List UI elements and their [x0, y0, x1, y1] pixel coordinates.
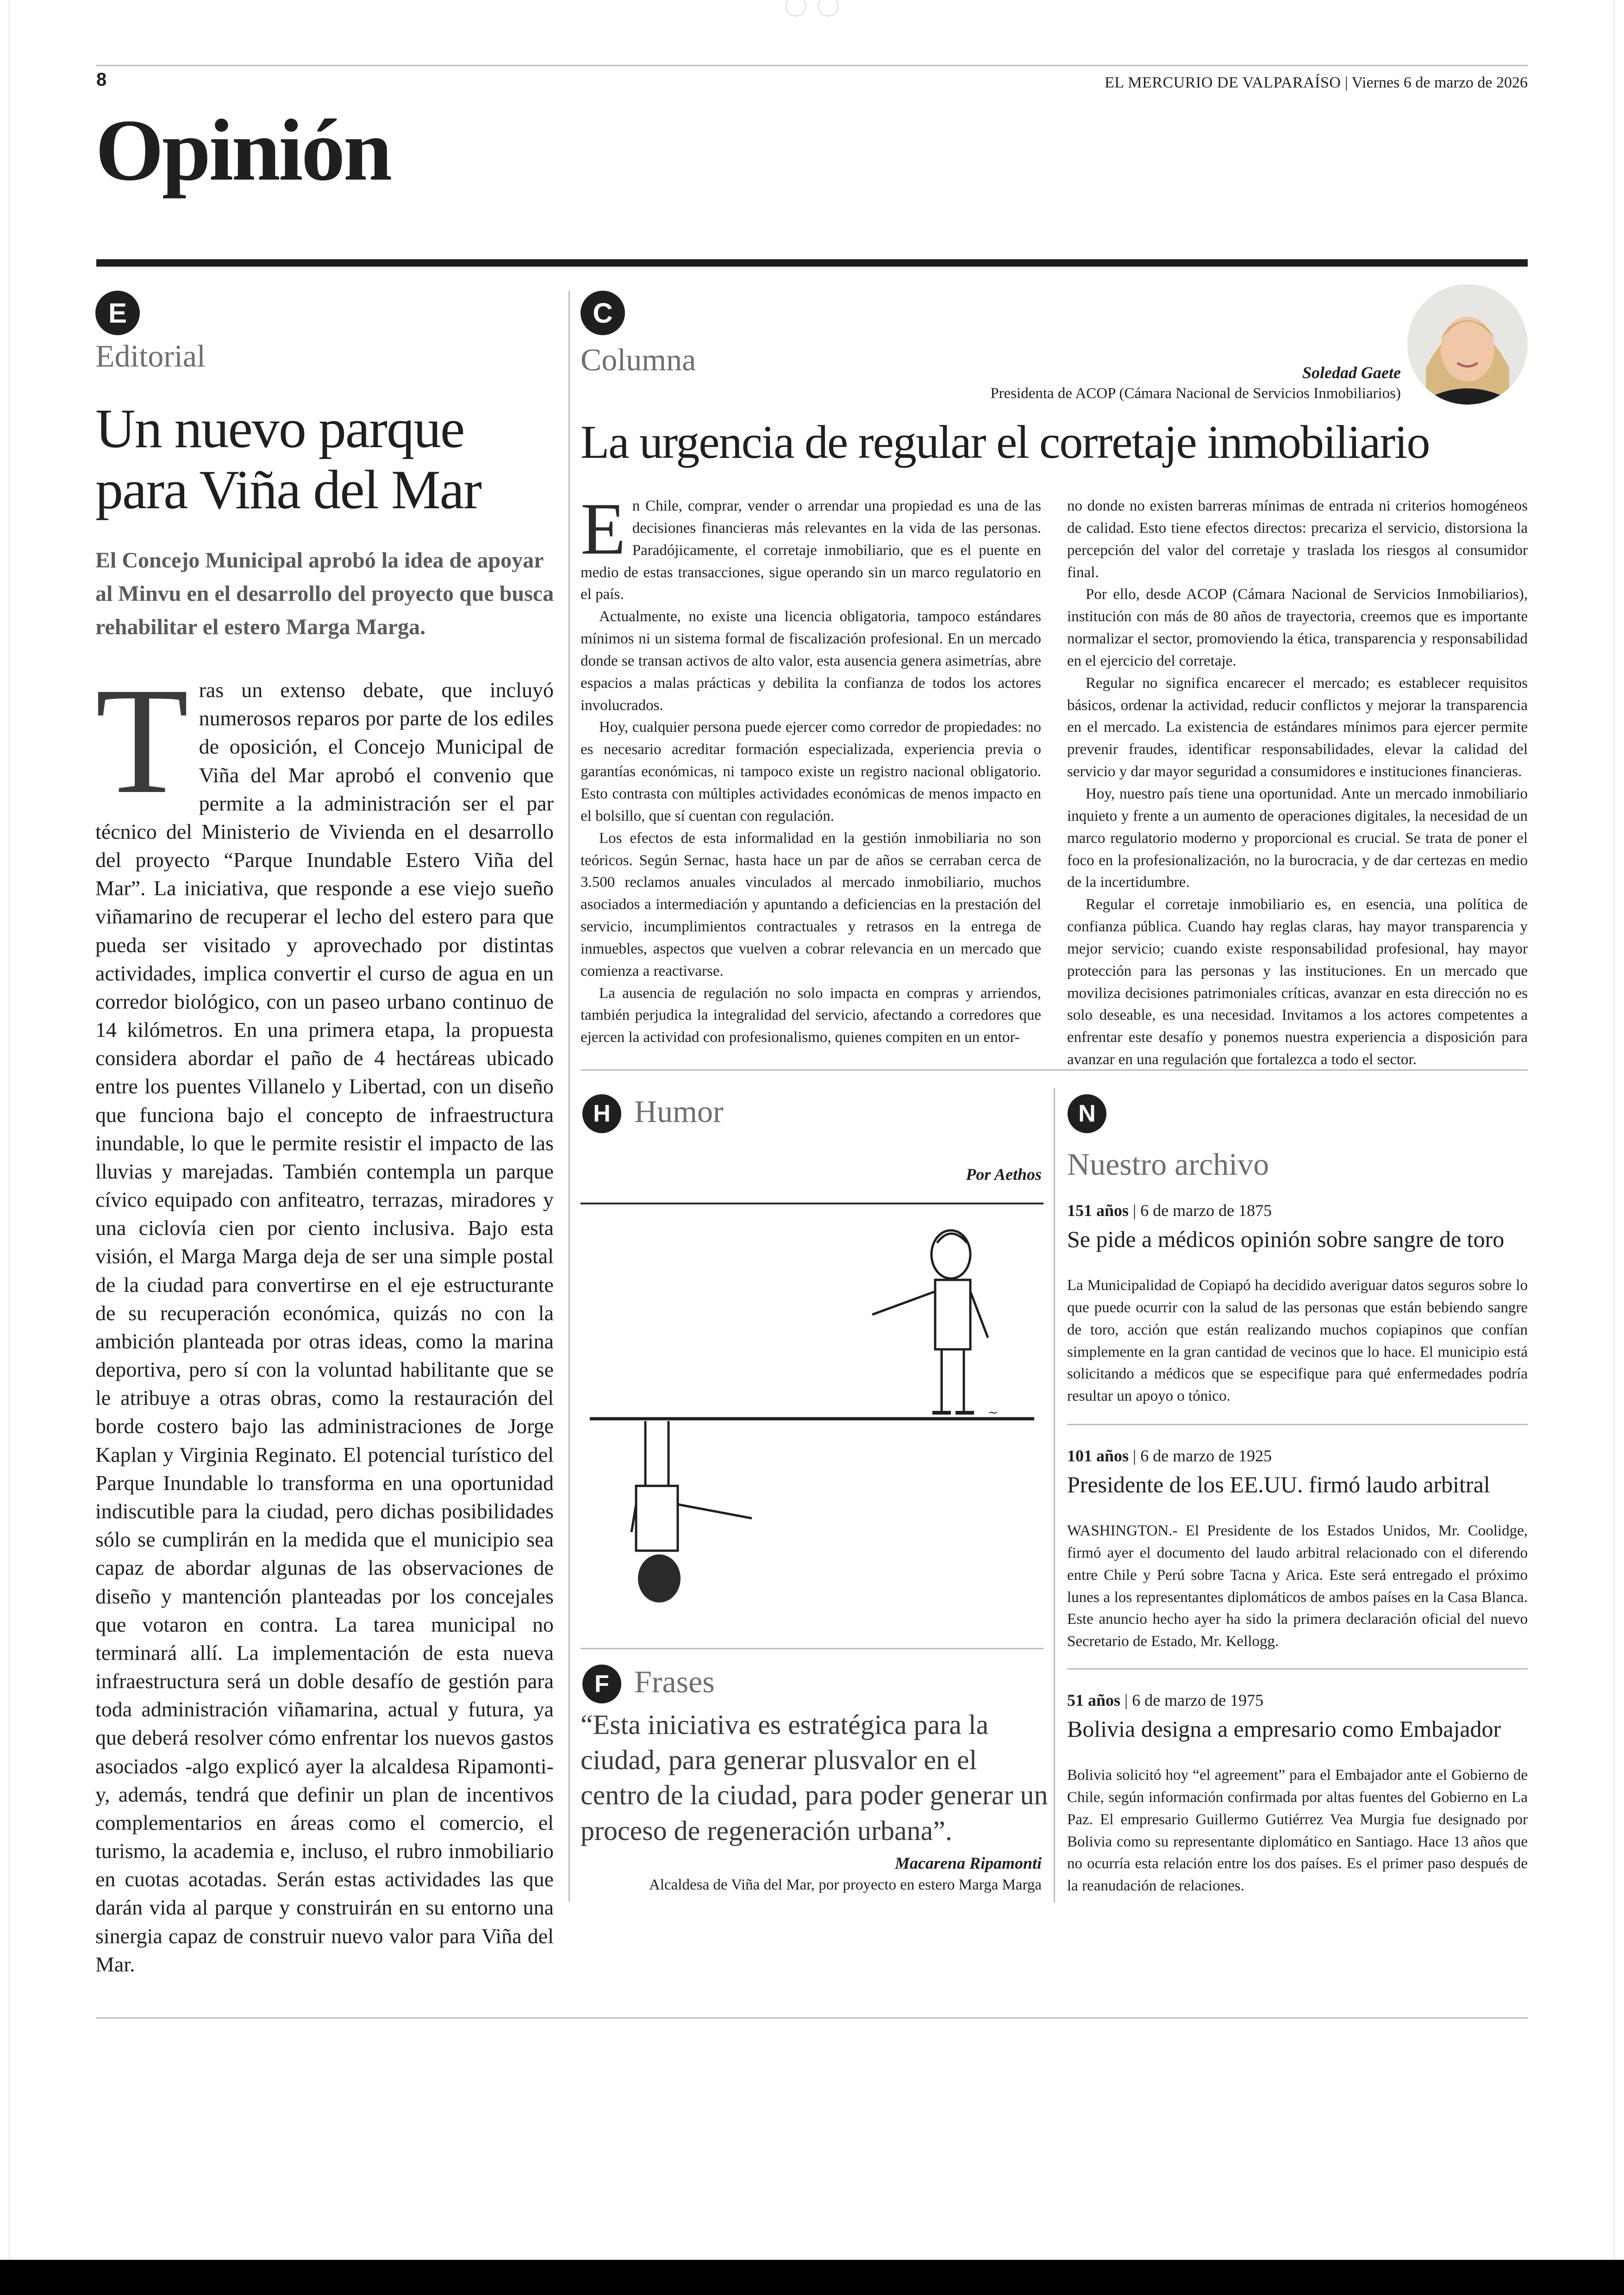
divider-column-bottom	[581, 1069, 1528, 1071]
column-dropcap: E	[581, 487, 626, 570]
archive-item-years: 51 años	[1067, 1691, 1121, 1709]
editorial-kicker: Editorial	[95, 338, 206, 374]
column-left-paragraph: Los efectos de esta informalidad en la gestión inmobiliaria no son teóricos. Según Sernac, hasta hace un par de años se cerraban cerca de 3.500 reclamos anuales vinculados al mercado inmobiliario, muchos asociados a intermediación y apuntando a deficiencias en la prestación del servicio, incumplimientos contractuales y retrasos en la entrega de inmuebles, aspectos que vuelven a cobrar relevancia en un mercado que comienza a reactivarse.	[581, 829, 1041, 979]
issue-date: Viernes 6 de marzo de 2026	[1351, 74, 1528, 91]
archive-badge: N	[1068, 1094, 1106, 1133]
divider-humor-archive	[1054, 1088, 1055, 1902]
newspaper-name: EL MERCURIO DE VALPARAÍSO	[1105, 74, 1341, 91]
editorial-lead: El Concejo Municipal aprobó la idea de apoyar al Minvu en el desarrollo del proyecto que busca rehabilitar el estero Marga Marga.	[95, 548, 554, 639]
cartoon	[581, 1199, 1043, 1648]
editorial-dropcap: T	[95, 656, 189, 825]
editorial-text: ras un extenso debate, que incluyó numerosos reparos por parte de los ediles de oposición, el Concejo Municipal de Viña del Mar aprobó el convenio que permite a la administración ser el par técnico del Ministerio de Vivienda en el desarrollo del proyecto “Parque Inundable Estero Viña del Mar”. La iniciativa, que responde a ese viejo sueño viñamarino de recuperar el lecho del estero para que pueda ser visitado y aprovechado por distintas actividades, implica convertir el curso de agua en un corredor biológico, con un paseo urbano continuo de 14 kilómetros. En una primera etapa, la propuesta considera abordar el paño de 4 hectáreas ubicado entre los puentes Villanelo y Libertad, con un diseño que funciona bajo el concepto de infraestructura inundable, lo que le permite resistir el impacto de las lluvias y marejadas. También contempla un parque cívico equipado con anfiteatro, terrazas, miradores y una ciclovía cien por ciento inclusiva. Bajo esta visión, el Marga Marga deja de ser una simple postal de la ciudad para convertirse en el eje estructurante de su recuperación económica, quizás no con la ambición planteada por otras ideas, como la marina deportiva, pero sí con la voluntad habilitante que se le atribuye a otras obras, como la restauración del borde costero bajo las administraciones de Jorge Kaplan y Virginia Reginato. El potencial turístico del Parque Inundable lo transforma en una oportunidad indiscutible para la ciudad, pero dichas posibilidades sólo se cumplirán en la medida que el municipio sea capaz de abordar algunas de las observaciones de diseño y mantención planteadas por los concejales que votaron en contra. La tarea municipal no terminará allí. La implementación de esta nueva infraestructura será un doble desafío de gestión para toda administración viñamarina, actual y futura, ya que deberá resolver cómo enfrentar los nuevos gastos asociados -algo explicó ayer la alcaldesa Ripamonti- y, además, tendrá que definir un plan de incentivos complementarios en áreas como el comercio, el turismo, la academia e, incluso, el rubro inmobiliario en cuotas acotadas. Serán estas actividades las que darán vida al parque y construirán en su entorno una sinergia capaz de construir nuevo valor para Viña del Mar.	[95, 678, 554, 1976]
archive-item-years: 101 años	[1067, 1447, 1129, 1465]
column-left-paragraph: La ausencia de regulación no solo impacta en compras y arriendos, también perjudica la integralidad del servicio, afectando a corredores que ejercen la actividad con profesionalismo, quienes compiten en un entor-	[581, 985, 1041, 1046]
column-kicker: Columna	[581, 342, 696, 377]
archive-item-title: Bolivia designa a empresario como Embajador	[1067, 1716, 1501, 1742]
page-right-edge	[1613, 0, 1615, 2259]
column-text-left	[581, 487, 1041, 1049]
archive-item-title: Se pide a médicos opinión sobre sangre de toro	[1067, 1226, 1505, 1252]
column-right-paragraph: Hoy, nuestro país tiene una oportunidad. Ante un mercado inmobiliario inquieto y frente a un aumento de operaciones digitales, la necesidad de un marco regulatorio moderno y proporcional es crucial. Se trata de poner el foco en la profesionalización, no la burocracia, y de dar certezas en medio de la incertidumbre.	[1067, 785, 1528, 891]
archive-item-years: 151 años	[1067, 1201, 1129, 1220]
divider-editorial-column	[568, 291, 570, 1902]
archive-item-body: WASHINGTON.- El Presidente de los Estados Unidos, Mr. Coolidge, firmó ayer el documento del laudo arbitral relacionado con el diferendo entre Chile y Perú sobre Tacna y Arica. Este será entregado el próximo lunes a los representantes diplomáticos de ambos países en la Casa Blanca. Este anuncio hecho ayer ha sido la primera declaración oficial del nuevo Secretario de Estado, Mr. Kellogg.	[1067, 1522, 1528, 1650]
archive-item-title: Presidente de los EE.UU. firmó laudo arbitral	[1067, 1472, 1490, 1497]
column-left-paragraph: En Chile, comprar, vender o arrendar una propiedad es una de las decisiones financieras más relevantes en la vida de las personas. Paradójicamente, el corretaje inmobiliario, que es el puente en medio de estas transacciones, sigue operando sin un marco regulatorio en el país.	[581, 487, 1041, 603]
editorial-headline: Un nuevo parque para Viña del Mar	[95, 398, 481, 520]
humor-byline: Por Aethos	[966, 1165, 1042, 1184]
archive-item-body: La Municipalidad de Copiapó ha decidido averiguar datos seguros sobre lo que puede ocurrir con la salud de las personas que están bebiendo sangre de toro, acción que están realizando muchos copiapinos que confían simplemente en la gran cantidad de vecinos que lo hace. El municipio está solicitando a médicos que se especifique para qué enfermedades podría resultar un apoyo o tónico.	[1067, 1277, 1528, 1405]
column-right-paragraph: Por ello, desde ACOP (Cámara Nacional de Servicios Inmobiliarios), institución con más de 80 años de trayectoria, creemos que es importante normalizar el sector, promoviendo la ética, transparencia y responsabilidad en el ejercicio del corretaje.	[1067, 586, 1528, 669]
archive-item-date-line: 101 años | 6 de marzo de 1925	[1067, 1447, 1272, 1465]
page-number: 8	[96, 69, 107, 90]
divider-humor-bottom	[581, 1648, 1043, 1649]
archive-divider	[1067, 1668, 1528, 1670]
masthead-separator: |	[1344, 74, 1352, 91]
column-right-paragraph: Regular no significa encarecer el mercado; es establecer requisitos básicos, ordenar la actividad, reducir conflictos y mejorar la transparencia en el mercado. La existencia de estándares mínimos para ejercer permite prevenir fraudes, identificar responsabilidades, elevar la calidad del servicio y dar mayor seguridad a consumidores e instituciones financieras.	[1067, 674, 1528, 780]
frases-badge: F	[582, 1665, 621, 1703]
column-right-paragraph: Regular el corretaje inmobiliario es, en esencia, una política de confianza pública. Cuando hay reglas claras, hay mayor transparencia y mejor servicio; cuando existe responsabilidad profesional, hay mayor protección para las personas y las instituciones. En un mercado que moviliza decisiones patrimoniales críticas, avanzar en esta dirección no es solo deseable, es una necesidad. Invitamos a los actores competentes a enfrentar este desafío y ponemos nuestra experiencia a disposición para avanzar en una regulación que fortalezca a todo el sector.	[1067, 896, 1528, 1068]
scroll-dots	[785, 0, 841, 14]
humor-badge: H	[582, 1094, 621, 1133]
archive-item-body: Bolivia solicitó hoy “el agreement” para el Embajador ante el Gobierno de Chile, según información confirmada por altas fuentes del Gobierno en La Paz. El empresario Guillermo Gutiérrez Vea Murgia fue designado por Bolivia como su representante diplomático en Santiago. Hace 13 años que no ocurría esta relación entre los dos países. Es el primer paso después de la reanudación de relaciones.	[1067, 1767, 1528, 1895]
frases-author-role: Alcaldesa de Viña del Mar, por proyecto en estero Marga Marga	[649, 1877, 1042, 1893]
archive-item-date: 6 de marzo de 1925	[1140, 1447, 1272, 1465]
column-text-right	[1067, 495, 1528, 1071]
editorial-body	[95, 656, 554, 1978]
column-headline: La urgencia de regular el corretaje inmobiliario	[581, 416, 1430, 468]
column-author-role: Presidenta de ACOP (Cámara Nacional de Servicios Inmobiliarios)	[990, 385, 1401, 402]
column-author: Soledad Gaete	[1302, 363, 1401, 382]
frases-quote: “Esta iniciativa es estratégica para la ciudad, para generar plusvalor en el centro de la ciudad, para poder generar un proceso de regeneración urbana”.	[581, 1709, 1048, 1846]
masthead	[1105, 74, 1528, 92]
archive-kicker: Nuestro archivo	[1067, 1147, 1269, 1182]
column-badge: C	[581, 291, 625, 335]
author-photo	[1407, 284, 1528, 405]
svg-text:~: ~	[988, 1406, 998, 1420]
frases-kicker: Frases	[634, 1664, 715, 1699]
bottom-bar	[0, 2260, 1624, 2295]
frases-author: Macarena Ripamonti	[894, 1854, 1042, 1872]
archive-divider	[1067, 1424, 1528, 1425]
editorial-badge: E	[95, 291, 140, 335]
column-left-paragraph: Actualmente, no existe una licencia obligatoria, tampoco estándares mínimos ni un sistema formal de fiscalización profesional. En un mercado donde se transan activos de alto valor, esta ausencia genera asimetrías, abre espacios a malas prácticas y debilita la confianza de todos los actores involucrados.	[581, 608, 1041, 714]
archive-item-date: 6 de marzo de 1875	[1140, 1201, 1272, 1220]
page-left-edge	[8, 0, 10, 2259]
column-right-paragraph: no donde no existen barreras mínimas de entrada ni criterios homogéneos de calidad. Esto tiene efectos directos: precariza el servicio, distorsiona la percepción del valor del corretaje y traslada los riesgos al consumidor final.	[1067, 498, 1528, 581]
archive-item-date-line: 151 años | 6 de marzo de 1875	[1067, 1201, 1272, 1220]
column-left-paragraph: Hoy, cualquier persona puede ejercer como corredor de propiedades: no es necesario acreditar formación especializada, experiencia previa o garantías económicas, ni tampoco existe un registro nacional obligatorio. Esto contrasta con múltiples actividades económicas de menos impacto en el bolsillo, que sí cuentan con regulación.	[581, 719, 1041, 824]
section-rule	[96, 259, 1528, 267]
humor-kicker: Humor	[634, 1094, 724, 1129]
archive-item-date: 6 de marzo de 1975	[1132, 1691, 1264, 1709]
footer-rule	[96, 2017, 1528, 2019]
header-top-rule	[96, 65, 1528, 66]
archive-item-date-line: 51 años | 6 de marzo de 1975	[1067, 1691, 1264, 1709]
section-title: Opinión	[95, 102, 391, 199]
